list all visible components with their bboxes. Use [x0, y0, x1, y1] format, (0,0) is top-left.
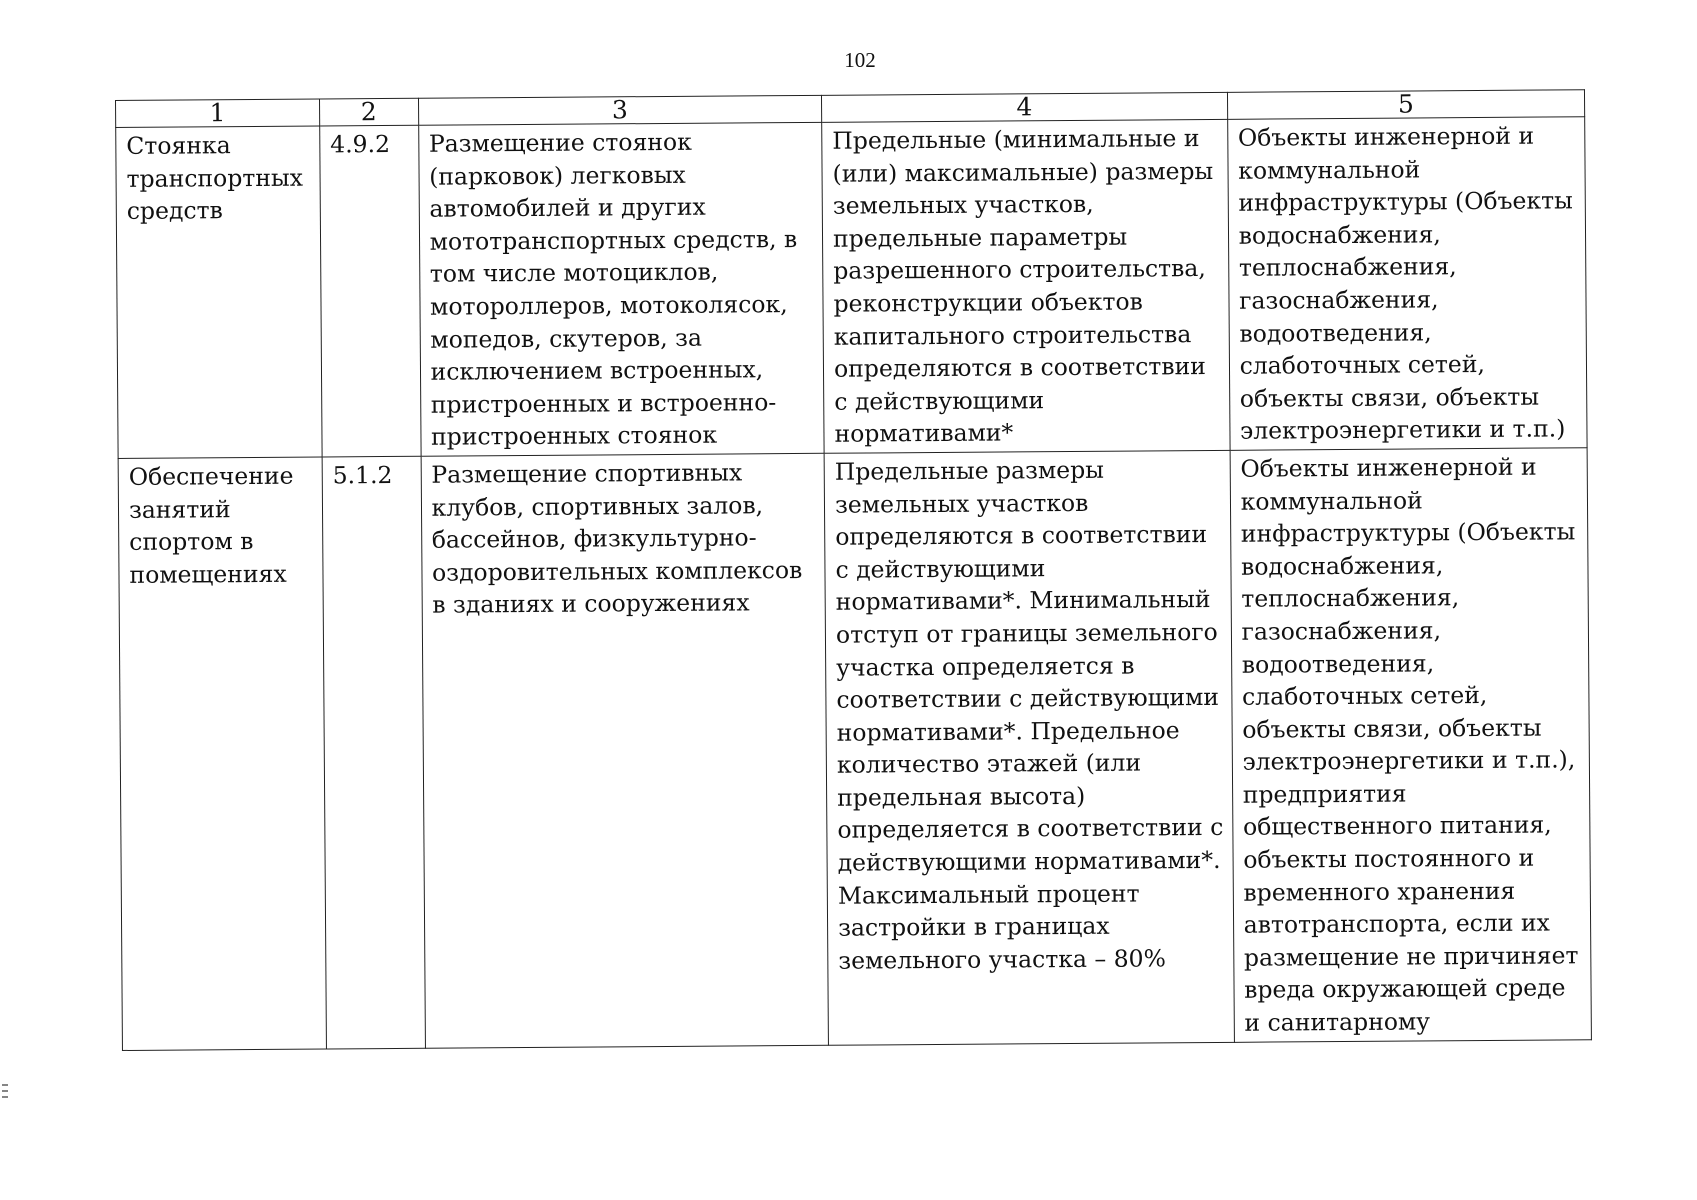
- use-parameters-cell: Предельные (минимальные и (или) максимальные) размеры земельных участков, предельные параметры разрешенного строительства, реконструкции объектов капитального строительства определяются в соответствии с действующими нормативами*: [822, 119, 1230, 453]
- regulations-table: [115, 89, 1592, 1050]
- page-number: 102: [844, 48, 876, 72]
- column-header-5: 5: [1227, 90, 1585, 120]
- column-header-3: 3: [418, 95, 822, 125]
- auxiliary-uses-cell: Объекты инженерной и коммунальной инфраструктуры (Объекты водоснабжения, теплоснабжения, газоснабжения, водоотведения, слаботочных сетей, объекты связи, объекты электроэнергетики и т.п.), предприятия общественного питания, объекты постоянного и временного хранения автотранспорта, если их размещение не причиняет вреда окружающей среде и санитарному: [1230, 448, 1592, 1042]
- use-code-cell: 5.1.2: [322, 456, 425, 1048]
- use-description-cell: Размещение спортивных клубов, спортивных залов, бассейнов, физкультурно-оздоровительных комплексов в зданиях и сооружениях: [421, 453, 829, 1048]
- column-header-4: 4: [822, 92, 1228, 122]
- use-description-cell: Размещение стоянок (парковок) легковых автомобилей и других мототранспортных средств, в том числе мотоциклов, мотороллеров, мотоколясок, мопедов, скутеров, за исключением встроенных, пристроенных и встроенно-пристроенных стоянок: [418, 122, 824, 456]
- use-code-cell: 4.9.2: [320, 125, 421, 457]
- table-row: [116, 117, 1587, 459]
- use-name-cell: Стоянка транспортных средств: [116, 126, 322, 458]
- column-header-2: 2: [319, 98, 418, 126]
- auxiliary-uses-cell: Объекты инженерной и коммунальной инфраструктуры (Объекты водоснабжения, теплоснабжения, газоснабжения, водоотведения, слаботочных сетей, объекты связи, объекты электроэнергетики и т.п.): [1227, 117, 1587, 451]
- use-parameters-cell: Предельные размеры земельных участков определяются в соответствии с действующими нормативами*. Минимальный отступ от границы земельного участка определяется в соответствии с действующими нормативами*. Предельное количество этажей (или предельная высота) определяется в соответствии с действующими нормативами*. Максимальный процент застройки в границах земельного участка – 80%: [824, 450, 1234, 1045]
- use-name-cell: Обеспечение занятий спортом в помещениях: [118, 457, 326, 1050]
- table-row: [118, 448, 1591, 1050]
- column-header-1: 1: [116, 99, 320, 127]
- scan-edge-mark: [2, 1083, 8, 1100]
